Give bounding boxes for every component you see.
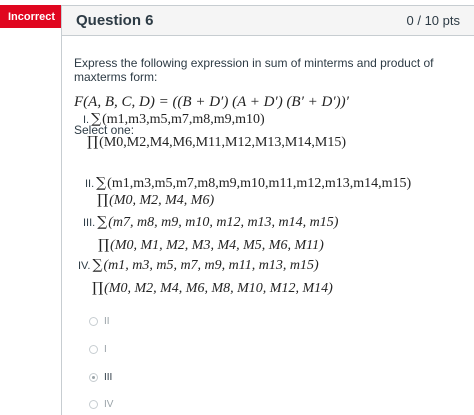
option-product: (M0, M1, M2, M3, M4, M5, M6, M11) (110, 238, 324, 253)
option-sum: (m7, m8, m9, m10, m12, m13, m14, m15) (108, 215, 339, 230)
radio-choice-i[interactable] (89, 344, 107, 355)
option-sum: (m1,m3,m5,m7,m8,m9,m10) (102, 112, 265, 127)
select-one-label: Select one: (74, 123, 135, 137)
sum-icon: ∑ (92, 257, 103, 273)
option-label: III. (83, 217, 96, 229)
radio-button[interactable] (89, 345, 98, 354)
option-label: IV. (78, 260, 91, 272)
radio-button-selected[interactable] (89, 373, 98, 382)
option-i (83, 111, 346, 151)
option-sum: (m1,m3,m5,m7,m8,m9,m10,m11,m12,m13,m14,m15) (107, 176, 412, 191)
radio-choice-iv[interactable] (89, 399, 113, 410)
option-label: II. (85, 178, 95, 190)
sum-icon: ∑ (97, 214, 108, 230)
radio-choice-iii[interactable] (89, 372, 112, 383)
incorrect-badge: Incorrect (0, 5, 70, 28)
option-sum: (m1, m3, m5, m7, m9, m11, m13, m15) (103, 258, 319, 273)
option-ii (85, 175, 411, 209)
radio-label: II (104, 316, 110, 327)
question-title: Question 6 (76, 12, 154, 29)
option-product: (M0, M2, M4, M6) (109, 193, 215, 208)
radio-label: IV (104, 399, 114, 410)
radio-label: III (104, 372, 113, 383)
question-header (62, 6, 474, 36)
radio-button[interactable] (89, 317, 98, 326)
product-icon: ∏ (98, 237, 110, 253)
option-product: (M0, M2, M4, M6, M8, M10, M12, M14) (104, 281, 333, 296)
option-iv (78, 257, 333, 297)
radio-button[interactable] (89, 400, 98, 409)
question-prompt: Express the following expression in sum of minterms and product of maxterms form: (74, 56, 434, 84)
product-icon: ∏ (87, 134, 99, 150)
product-icon: ∏ (97, 192, 109, 208)
boolean-expression: F(A, B, C, D) = ((B + D′) (A + D′) (B′ + D′))′ (74, 94, 349, 110)
option-iii (83, 214, 338, 254)
sum-icon: ∑ (91, 111, 102, 127)
question-points: 0 / 10 pts (406, 13, 460, 28)
radio-label: I (104, 344, 107, 355)
sum-icon: ∑ (96, 175, 107, 191)
product-icon: ∏ (92, 280, 104, 296)
question-card (61, 5, 474, 415)
option-product: (M0,M2,M4,M6,M11,M12,M13,M14,M15) (99, 135, 346, 150)
radio-choice-ii[interactable] (89, 316, 110, 327)
option-label: I. (83, 114, 90, 126)
